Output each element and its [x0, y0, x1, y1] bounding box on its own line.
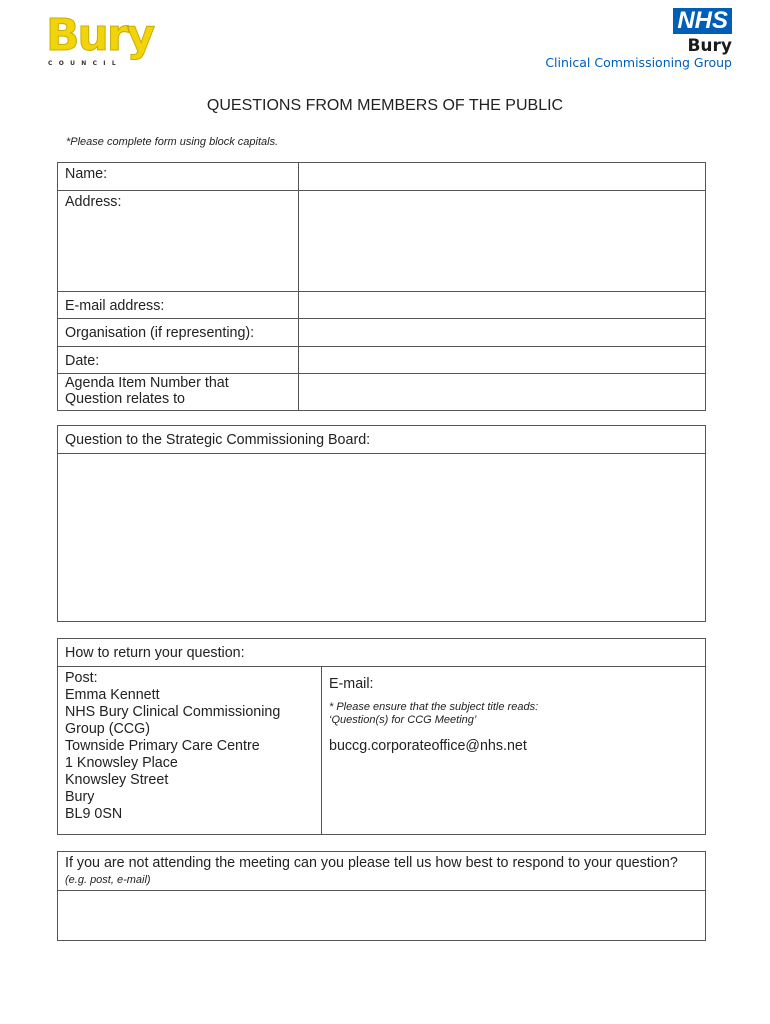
email-method-label: E-mail: — [329, 676, 374, 692]
agenda-label-line-1: Agenda Item Number that — [65, 375, 229, 391]
post-address-line: Bury — [65, 789, 95, 805]
post-address-line: Knowsley Street — [65, 772, 169, 788]
name-field[interactable] — [299, 163, 706, 191]
instructions-note: *Please complete form using block capitals. — [66, 136, 279, 148]
nhs-badge: NHS — [673, 8, 732, 34]
address-label: Address: — [58, 191, 299, 292]
post-address-line: Emma Kennett — [65, 687, 160, 703]
response-label-main: If you are not attending the meeting can you please tell us how best to respond to your question? — [65, 855, 678, 871]
email-cell — [322, 667, 706, 835]
bury-logo-word: Bury — [46, 10, 154, 61]
bury-council-logo — [46, 12, 156, 72]
nhs-bury-ccg-logo — [532, 8, 732, 78]
post-address-line: Group (CCG) — [65, 721, 150, 737]
organisation-field[interactable] — [299, 319, 706, 347]
response-field[interactable] — [58, 891, 706, 941]
response-label — [58, 852, 706, 891]
response-table — [57, 851, 706, 941]
name-label: Name: — [58, 163, 299, 191]
council-logo-sub: COUNCIL — [48, 60, 122, 67]
date-field[interactable] — [299, 347, 706, 374]
post-address-line: 1 Knowsley Place — [65, 755, 178, 771]
post-cell — [58, 667, 322, 835]
date-label: Date: — [58, 347, 299, 374]
post-label: Post: — [65, 670, 98, 686]
response-label-example: (e.g. post, e-mail) — [65, 874, 151, 886]
address-field[interactable] — [299, 191, 706, 292]
agenda-field[interactable] — [299, 374, 706, 411]
organisation-label: Organisation (if representing): — [58, 319, 299, 347]
return-heading: How to return your question: — [58, 639, 706, 667]
nhs-org-name: Bury — [687, 36, 732, 56]
question-label: Question to the Strategic Commissioning Board: — [58, 426, 706, 454]
email-label: E-mail address: — [58, 292, 299, 319]
email-field[interactable] — [299, 292, 706, 319]
page-title: QUESTIONS FROM MEMBERS OF THE PUBLIC — [206, 97, 564, 114]
agenda-label-line-2: Question relates to — [65, 391, 186, 407]
question-field[interactable] — [58, 454, 706, 622]
details-table — [57, 162, 706, 411]
question-table — [57, 425, 706, 622]
post-address-line: BL9 0SN — [65, 806, 123, 822]
email-note-line-1: * Please ensure that the subject title reads: — [329, 701, 539, 713]
post-address-line: Townside Primary Care Centre — [65, 738, 260, 754]
post-address-line: NHS Bury Clinical Commissioning — [65, 704, 281, 720]
return-email-address[interactable]: buccg.corporateoffice@nhs.net — [329, 738, 527, 754]
email-note-line-2: ‘Question(s) for CCG Meeting’ — [329, 714, 477, 726]
agenda-label — [58, 374, 299, 411]
nhs-org-subtitle: Clinical Commissioning Group — [545, 55, 732, 70]
return-table — [57, 638, 706, 835]
